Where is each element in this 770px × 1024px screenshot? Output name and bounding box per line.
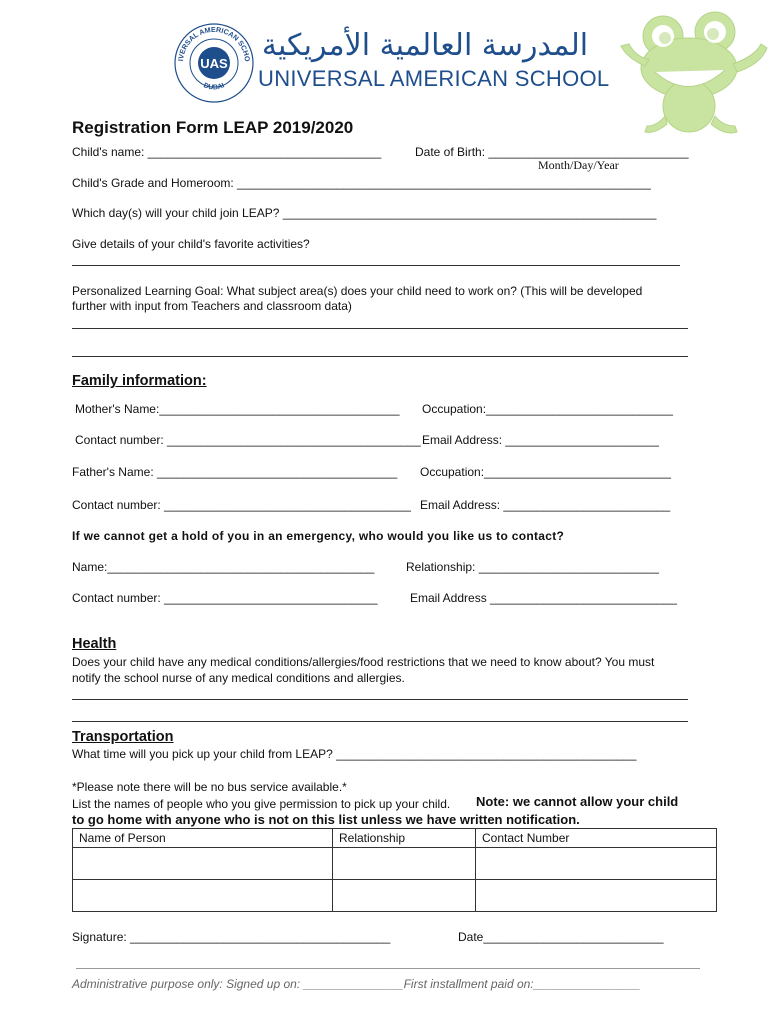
emergency-contact-field[interactable]: Contact number: ________________________________ bbox=[72, 591, 378, 605]
father-name-field[interactable]: Father's Name: ____________________________________ bbox=[72, 465, 398, 479]
emergency-name-field[interactable]: Name:________________________________________ bbox=[72, 560, 375, 574]
seal-top-text: IVERSAL AMERICAN SCHO bbox=[176, 24, 253, 63]
table-cell-name[interactable] bbox=[73, 880, 333, 912]
pickup-persons-table bbox=[72, 828, 717, 912]
table-cell-name[interactable] bbox=[73, 848, 333, 880]
seal-initials: UAS bbox=[200, 56, 228, 71]
permission-label: List the names of people who you give permission to pick up your child. bbox=[72, 797, 451, 811]
pickup-time-field[interactable]: What time will you pick up your child from LEAP? _____________________________________________ bbox=[72, 747, 637, 761]
emergency-relationship-field[interactable]: Relationship: ___________________________ bbox=[406, 560, 659, 574]
table-header-name: Name of Person bbox=[73, 829, 333, 848]
permission-note-2: to go home with anyone who is not on this list unless we have written notification. bbox=[72, 812, 580, 827]
school-english-name: UNIVERSAL AMERICAN SCHOOL bbox=[258, 66, 610, 91]
mother-occupation-field[interactable]: Occupation:____________________________ bbox=[422, 402, 673, 416]
table-row bbox=[73, 848, 717, 880]
mother-email-field[interactable]: Email Address: _______________________ bbox=[422, 433, 659, 447]
family-info-heading: Family information: bbox=[72, 373, 207, 389]
health-line-2[interactable] bbox=[72, 721, 688, 722]
date-field[interactable]: Date___________________________ bbox=[458, 930, 664, 944]
mother-name-field[interactable]: Mother's Name:____________________________________ bbox=[75, 402, 400, 416]
footer-divider bbox=[76, 968, 700, 969]
signature-field[interactable]: Signature: _______________________________________ bbox=[72, 930, 391, 944]
health-question-2: notify the school nurse of any medical conditions and allergies. bbox=[72, 671, 405, 685]
father-contact-field[interactable]: Contact number: _____________________________________ bbox=[72, 498, 411, 512]
table-header-relationship: Relationship bbox=[333, 829, 476, 848]
table-cell-relationship[interactable] bbox=[333, 848, 476, 880]
transportation-heading: Transportation bbox=[72, 729, 174, 745]
father-email-field[interactable]: Email Address: _________________________ bbox=[420, 498, 671, 512]
health-question-1: Does your child have any medical conditions/allergies/food restrictions that we need to know about? You must bbox=[72, 655, 655, 669]
table-row bbox=[73, 880, 717, 912]
grade-homeroom-field[interactable]: Child's Grade and Homeroom: ______________________________________________________________ bbox=[72, 176, 651, 190]
emergency-contact-prompt: If we cannot get a hold of you in an emergency, who would you like us to contact? bbox=[72, 529, 565, 543]
learning-goal-label-1: Personalized Learning Goal: What subject area(s) does your child need to work on? (This will be developed bbox=[72, 284, 643, 298]
permission-note-1: Note: we cannot allow your child bbox=[476, 794, 679, 809]
svg-text:DUBAI bbox=[202, 82, 225, 91]
table-cell-contact[interactable] bbox=[476, 848, 717, 880]
table-header-contact: Contact Number bbox=[476, 829, 717, 848]
school-seal-logo bbox=[173, 22, 255, 104]
form-title: Registration Form LEAP 2019/2020 bbox=[72, 118, 354, 137]
days-attending-field[interactable]: Which day(s) will your child join LEAP? ________________________________________________________ bbox=[72, 206, 657, 220]
table-cell-relationship[interactable] bbox=[333, 880, 476, 912]
health-line-1[interactable] bbox=[72, 699, 688, 700]
table-cell-contact[interactable] bbox=[476, 880, 717, 912]
school-arabic-name: المدرسة العالمية الأمريكية bbox=[261, 28, 589, 63]
favorite-activities-line[interactable] bbox=[72, 265, 680, 266]
frog-mascot-icon bbox=[615, 6, 770, 141]
mother-contact-field[interactable]: Contact number: ______________________________________ bbox=[75, 433, 421, 447]
date-of-birth-field[interactable]: Date of Birth: ______________________________ bbox=[415, 145, 689, 159]
learning-goal-label-2: further with input from Teachers and classroom data) bbox=[72, 299, 352, 313]
bus-service-note: *Please note there will be no bus service available.* bbox=[72, 780, 347, 794]
dob-format-hint: Month/Day/Year bbox=[538, 158, 619, 172]
health-heading: Health bbox=[72, 636, 117, 652]
father-occupation-field[interactable]: Occupation:____________________________ bbox=[420, 465, 671, 479]
child-name-field[interactable]: Child's name: ___________________________________ bbox=[72, 145, 382, 159]
emergency-email-field[interactable]: Email Address ____________________________ bbox=[410, 591, 677, 605]
seal-bottom-text: DUBAI bbox=[202, 82, 226, 92]
favorite-activities-label: Give details of your child's favorite activities? bbox=[72, 237, 310, 251]
learning-goal-line-2[interactable] bbox=[72, 356, 688, 357]
learning-goal-line-1[interactable] bbox=[72, 328, 688, 329]
administrative-note: Administrative purpose only: Signed up on: _______________First installment paid on:________________ bbox=[72, 977, 641, 991]
